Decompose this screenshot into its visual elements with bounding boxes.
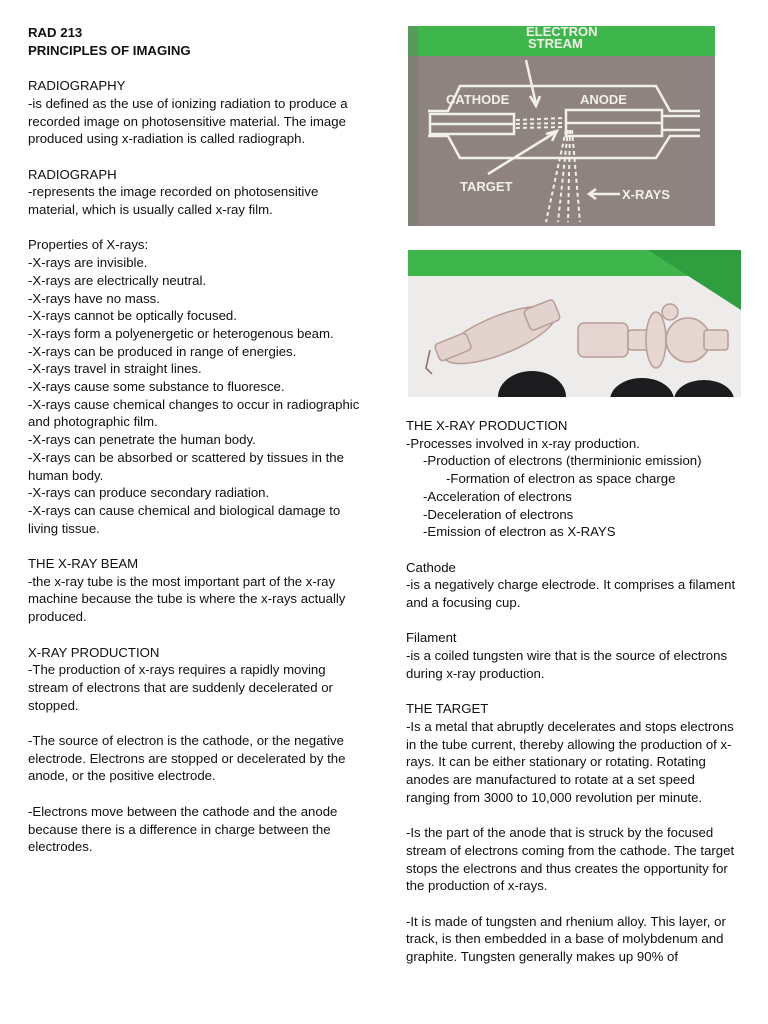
process-step: -Acceleration of electrons [423,488,572,504]
section-the-xray-production [406,417,742,541]
process-substep: -Formation of electron as space charge [446,471,676,487]
section-paragraph: -The production of x-rays requires a rapidly moving stream of electrons that are suddenly decelerated or stopped. [28,662,333,713]
xray-tubes-photo [408,250,741,397]
label-anode: ANODE [580,92,627,107]
label-electron: ELECTRON [526,26,598,39]
section-xray-beam [28,555,364,626]
section-text: -is a negatively charge electrode. It comprises a filament and a focusing cup. [406,577,736,611]
section-paragraph: -Is a metal that abruptly decelerates and stops electrons in the tube current, thereby allowing the production of x-rays. It can be either stationary or rotating. Rotating anodes are manufactured to rotate at a set speed ranging from 3000 to 10,000 revolution per minute. [406,718,734,805]
property-item: -X-rays travel in straight lines. [28,361,202,377]
property-item: -X-rays cause some substance to fluoresce. [28,379,285,395]
section-heading: X-RAY PRODUCTION [28,644,160,660]
section-text: -is defined as the use of ionizing radiation to produce a recorded image on photosensitive material. The image produced using x-radiation is called radiograph. [28,95,348,147]
label-stream: STREAM [528,36,583,51]
property-item: -X-rays cannot be optically focused. [28,308,237,324]
section-properties [28,236,364,537]
process-step: -Deceleration of electrons [423,506,574,522]
property-item: -X-rays form a polyenergetic or heterogenous beam. [28,325,334,341]
course-title: PRINCIPLES OF IMAGING [28,42,191,58]
section-heading: RADIOGRAPH [28,166,117,182]
section-paragraph: -The source of electron is the cathode, or the negative electrode. Electrons are stopped or decelerated by the anode, or the positive electrode. [28,733,346,784]
property-item: -X-rays have no mass. [28,290,160,306]
section-text: -Processes involved in x-ray production. [406,435,640,451]
section-heading: Cathode [406,559,456,575]
label-cathode: CATHODE [446,92,510,107]
section-text: -is a coiled tungsten wire that is the source of electrons during x-ray production. [406,648,728,681]
section-text: -represents the image recorded on photosensitive material, which is usually called x-ray film. [28,184,319,217]
xray-tube-diagram-photo [408,26,715,226]
section-filament [406,629,742,682]
section-heading: Properties of X-rays: [28,237,149,253]
property-item: -X-rays can be absorbed or scattered by tissues in the human body. [28,449,344,483]
label-xrays: X-RAYS [622,187,670,202]
left-column [28,24,364,856]
section-heading: THE TARGET [406,701,489,717]
property-item: -X-rays can cause chemical and biological damage to living tissue. [28,502,341,536]
property-item: -X-rays are invisible. [28,255,148,271]
xray-tube-diagram [408,26,715,226]
property-item: -X-rays cause chemical changes to occur in radiographic and photographic film. [28,396,360,430]
section-radiograph [28,166,364,219]
section-heading: RADIOGRAPHY [28,78,126,94]
section-heading: THE X-RAY BEAM [28,556,139,572]
property-item: -X-rays are electrically neutral. [28,272,207,288]
section-text: -the x-ray tube is the most important part of the x-ray machine because the tube is where the x-rays actually produced. [28,573,346,625]
section-xray-production [28,644,364,856]
section-heading: Filament [406,630,457,646]
section-heading: THE X-RAY PRODUCTION [406,418,568,433]
xray-tubes-image [408,250,741,397]
course-code: RAD 213 [28,25,83,40]
process-step: -Emission of electron as X-RAYS [423,524,616,540]
property-item: -X-rays can produce secondary radiation. [28,485,270,501]
property-item: -X-rays can be produced in range of energies. [28,343,297,359]
section-paragraph: -Is the part of the anode that is struck by the focused stream of electrons coming from the cathode. The target stops the electrons and thus creates the opportunity for the production of x-rays. [406,825,735,894]
section-paragraph: -Electrons move between the cathode and the anode because there is a difference in charge between the electrodes. [28,803,338,855]
process-step: -Production of electrons (therminionic emission) [423,453,702,469]
property-item: -X-rays can penetrate the human body. [28,432,256,448]
section-paragraph: -It is made of tungsten and rhenium alloy. This layer, or track, is then embedded in a base of molybdenum and graphite. Tungsten generally makes up 90% of [406,913,726,965]
section-cathode [406,559,742,612]
right-column [406,417,742,966]
section-radiography [28,77,364,148]
label-target: TARGET [460,179,513,194]
document-header [28,24,364,59]
section-target [406,700,742,966]
